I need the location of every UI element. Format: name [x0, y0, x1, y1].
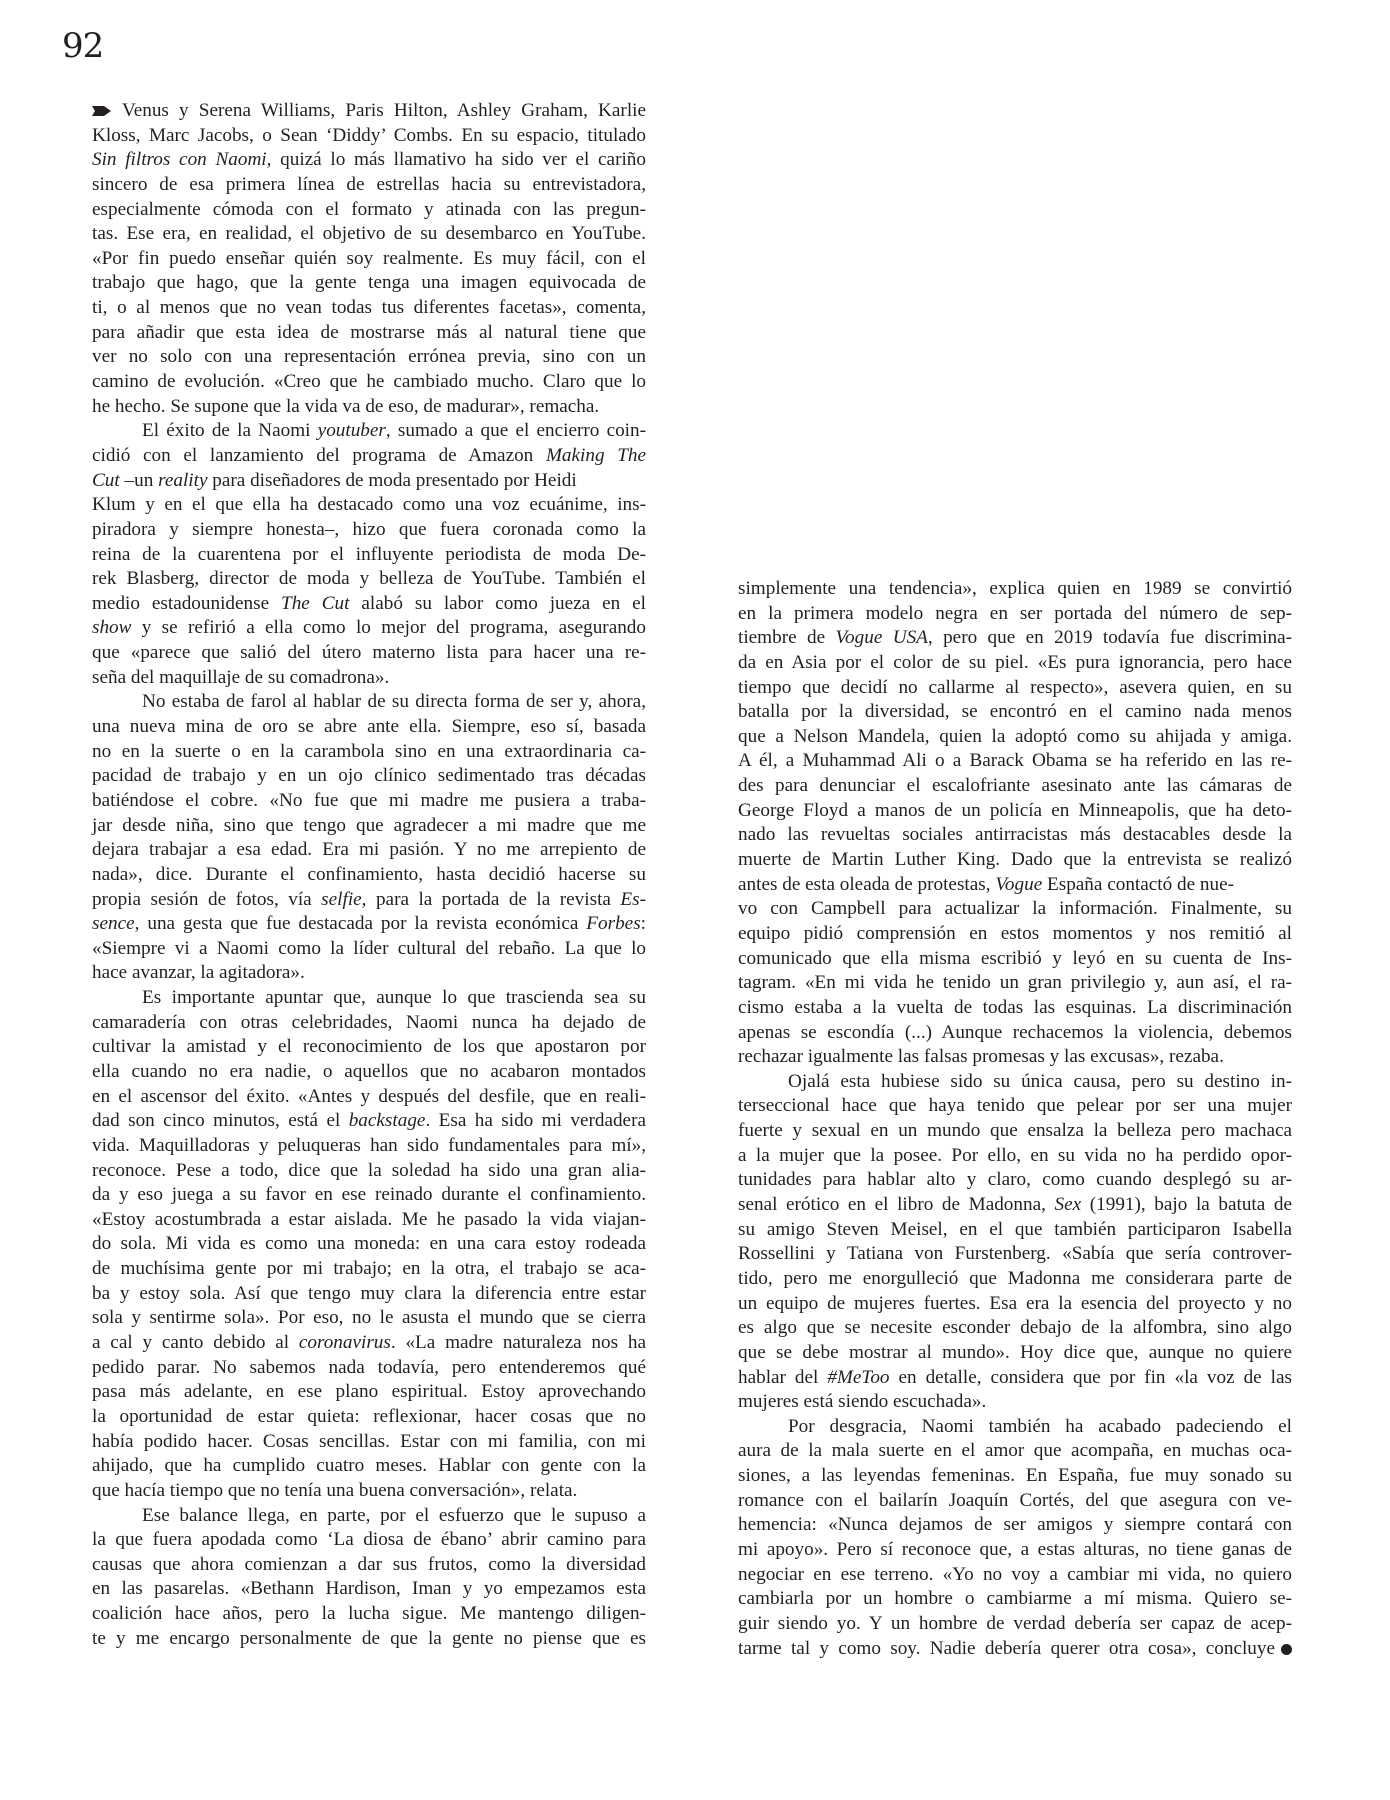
text-line [92, 469, 646, 494]
text-run: un equipo de mujeres fuertes. Esa era la esencia del proyecto y no [738, 1292, 1292, 1314]
text-line [738, 1218, 1292, 1243]
text-line [92, 986, 646, 1011]
text-run: , una gesta que fue destacada por la revista económica [134, 913, 587, 935]
paragraph [92, 986, 646, 1503]
text-run: Ese balance llega, en parte, por el esfuerzo que le supuso a [142, 1504, 646, 1526]
article-column-left [92, 99, 646, 1651]
text-run: ti, o al menos que no vean todas tus diferentes facetas», comenta, [92, 297, 646, 319]
text-run: terseccional hace que haya tenido que pelear por ser una mujer [738, 1095, 1292, 1117]
text-run: y se refirió a ella como lo mejor del programa, asegurando [131, 617, 646, 639]
text-run: «Estoy acostumbrada a estar aislada. Me he pasado la vida viajan- [92, 1208, 646, 1230]
text-run: te y me encargo personalmente de que la gente no piense que es [92, 1627, 646, 1649]
text-run: tas. Ese era, en realidad, el objetivo de su desembarco en YouTube. [92, 223, 646, 245]
text-run: sola y sentirme sola». Por eso, no le asusta el mundo que se cierra [92, 1307, 646, 1329]
text-line [92, 1208, 646, 1233]
text-line [92, 1627, 646, 1652]
text-line [92, 1405, 646, 1430]
text-run: vo con Campbell para actualizar la información. Finalmente, su [738, 898, 1292, 920]
text-run: una nueva mina de oro se abre ante ella. Siempre, eso sí, basada [92, 716, 646, 738]
text-line [738, 1612, 1292, 1637]
text-line [92, 641, 646, 666]
text-run: dad son cinco minutos, está el [92, 1110, 349, 1132]
italic-text: Cut [92, 469, 120, 491]
text-run: ella cuando no era nadie, o aquellos que no acabaron montados [92, 1060, 646, 1082]
text-run: seña del maquillaje de su comadrona». [92, 666, 390, 688]
text-run: equipo pidió comprensión en estos momentos y nos remitió al [738, 922, 1292, 944]
text-line [92, 148, 646, 173]
text-run: la oportunidad de estar quieta: reflexionar, hacer cosas que no [92, 1405, 646, 1427]
text-line [92, 543, 646, 568]
text-run: El éxito de la Naomi [142, 420, 318, 442]
text-run: coalición hace años, pero la lucha sigue. Me mantengo diligen- [92, 1603, 646, 1625]
text-line [92, 1035, 646, 1060]
text-run: reconoce. Pese a todo, dice que la soledad ha sido una gran alia- [92, 1159, 646, 1181]
text-run: cultivar la amistad y el reconocimiento de los que apostaron por [92, 1036, 646, 1058]
text-line [738, 1144, 1292, 1169]
text-run: es algo que se necesite esconder debajo de la alfombra, sino algo [738, 1317, 1292, 1339]
paragraph [92, 99, 646, 419]
text-run: Kloss, Marc Jacobs, o Sean ‘Diddy’ Combs. En su espacio, titulado [92, 124, 646, 146]
text-run: «Siempre vi a Naomi como la líder cultural del rebaño. La que lo [92, 937, 646, 959]
text-run: No estaba de farol al hablar de su directa forma de ser y, ahora, [142, 691, 646, 713]
text-run: cidió con el lanzamiento del programa de Amazon [92, 444, 546, 466]
text-run: siones, a las leyendas femeninas. En España, fue muy sonado su [738, 1465, 1292, 1487]
text-line [738, 1021, 1292, 1046]
text-line [92, 198, 646, 223]
italic-text: Making The [545, 444, 646, 466]
text-run: que «parece que salió del útero materno lista para hacer una re- [92, 642, 646, 664]
text-line [92, 1282, 646, 1307]
text-run: «Por fin puedo enseñar quién soy realmente. Es muy fácil, con el [92, 247, 646, 269]
text-line [92, 173, 646, 198]
text-line [92, 345, 646, 370]
text-line [738, 1563, 1292, 1588]
text-line [738, 1070, 1292, 1095]
text-run: . Esa ha sido mi verdadera [425, 1110, 646, 1132]
text-run: en las pasarelas. «Bethann Hardison, Iman y yo empezamos esta [92, 1578, 646, 1600]
text-line [738, 897, 1292, 922]
text-line [738, 725, 1292, 750]
text-line [738, 676, 1292, 701]
text-line [92, 1331, 646, 1356]
text-run: especialmente cómoda con el formato y atinada con las pregun- [92, 198, 646, 220]
text-line [92, 1380, 646, 1405]
text-run: he hecho. Se supone que la vida va de eso, de madurar», remacha. [92, 395, 600, 417]
arrow-icon [92, 100, 112, 112]
text-run: , sumado a que el encierro coin- [385, 420, 646, 442]
text-line [738, 1415, 1292, 1440]
paragraph [92, 1504, 646, 1652]
text-run: da en Asia por el color de su piel. «Es pura ignorancia, pero hace [738, 651, 1292, 673]
italic-text: Es- [620, 888, 646, 910]
text-run: . «La madre naturaleza nos ha [390, 1332, 646, 1354]
text-run: pasa más adelante, en ese plano espiritual. Estoy aprovechando [92, 1381, 646, 1403]
text-line [738, 1193, 1292, 1218]
text-line [92, 1183, 646, 1208]
text-run: su amigo Steven Meisel, en el que también participaron Isabella [738, 1218, 1292, 1240]
italic-text: youtuber [317, 420, 386, 442]
text-line [92, 1454, 646, 1479]
italic-text: backstage [348, 1110, 426, 1132]
text-run: mi apoyo». Pero sí reconoce que, a estas alturas, no tiene ganas de [738, 1538, 1292, 1560]
italic-text: sence [92, 913, 135, 935]
text-run: aura de la mala suerte en el amor que acompaña, en muchas oca- [738, 1440, 1292, 1462]
text-line [92, 1109, 646, 1134]
text-run: simplemente una tendencia», explica quien en 1989 se convirtió [738, 578, 1292, 599]
text-line [738, 700, 1292, 725]
text-run: romance con el bailarín Joaquín Cortés, del que asegura con ve- [738, 1489, 1292, 1511]
text-run: propia sesión de fotos, vía [92, 888, 322, 910]
italic-text: coronavirus [298, 1332, 391, 1354]
paragraph [92, 690, 646, 986]
text-line [738, 1637, 1292, 1662]
text-line [92, 592, 646, 617]
text-line [92, 1504, 646, 1529]
text-run: Venus y Serena Williams, Paris Hilton, Ashley Graham, Karlie [122, 100, 646, 121]
text-run: jar desde niña, sino que tengo que agradecer a mi madre que me [92, 814, 646, 836]
text-line [738, 971, 1292, 996]
text-line [92, 1159, 646, 1184]
text-line [738, 1242, 1292, 1267]
text-line [738, 577, 1292, 602]
text-run: A él, a Muhammad Ali o a Barack Obama se ha referido en las re- [738, 750, 1292, 772]
text-run: ahijado, que ha cumplido cuatro meses. Hablar con gente con la [92, 1455, 646, 1477]
text-line [738, 749, 1292, 774]
text-run: rechazar igualmente las falsas promesas y las excusas», rezaba. [738, 1046, 1224, 1068]
text-line [92, 321, 646, 346]
text-run: a la mujer que la posee. Por ello, en su vida no ha perdido opor- [738, 1144, 1292, 1166]
text-line [92, 567, 646, 592]
italic-text: show [92, 617, 132, 639]
text-run: Rossellini y Tatiana von Furstenberg. «Sabía que sería controver- [738, 1243, 1292, 1265]
text-line [738, 1292, 1292, 1317]
text-run: nada», dice. Durante el confinamiento, hasta decidió hacerse su [92, 863, 646, 885]
text-run: de muchísima gente por mi trabajo; en la otra, el trabajo se aca- [92, 1258, 646, 1280]
paragraph [738, 1070, 1292, 1415]
text-run: que a Nelson Mandela, quien la adoptó como su ahijada y amiga. [738, 725, 1292, 747]
text-line [92, 1060, 646, 1085]
text-run: pedido parar. No sabemos nada todavía, pero entenderemos qué [92, 1356, 646, 1378]
text-line [738, 1513, 1292, 1538]
text-run: George Floyd a manos de un policía en Minneapolis, que ha deto- [738, 799, 1292, 821]
text-line [738, 626, 1292, 651]
text-run: senal erótico en el libro de Madonna, [738, 1194, 1055, 1216]
text-line [92, 99, 646, 124]
text-line [738, 848, 1292, 873]
text-run: España contactó de nue- [1042, 873, 1235, 895]
text-run: a cal y canto debido al [92, 1332, 299, 1354]
text-line [738, 1366, 1292, 1391]
text-run: para añadir que esta idea de mostrarse más al natural tiene que [92, 321, 646, 343]
text-line [92, 961, 646, 986]
text-run: Es importante apuntar que, aunque lo que trascienda sea su [142, 987, 646, 1009]
italic-text: reality [158, 469, 208, 491]
text-run: Ojalá esta hubiese sido su única causa, pero su destino in- [788, 1070, 1292, 1092]
italic-text: Sex [1054, 1194, 1082, 1216]
text-run: hace avanzar, la agitadora». [92, 962, 305, 984]
text-line [738, 1094, 1292, 1119]
text-run: apenas se escondía (...) Aunque rechacemos la violencia, debemos [738, 1021, 1292, 1043]
italic-text: #MeToo [827, 1366, 890, 1388]
text-run: –un [119, 469, 159, 491]
text-run: quizá lo más llamativo ha sido ver el cariño [271, 149, 646, 171]
text-line [92, 888, 646, 913]
text-run: , pero que en 2019 todavía fue discrimina- [927, 627, 1292, 649]
text-line [738, 1045, 1292, 1070]
text-line [92, 493, 646, 518]
text-run: nado las revueltas sociales antirracistas más destacables desde la [738, 824, 1292, 846]
text-line [738, 774, 1292, 799]
text-run: antes de esta oleada de protestas, [738, 873, 996, 895]
text-line [92, 419, 646, 444]
text-run: reina de la cuarentena por el influyente periodista de moda De- [92, 543, 646, 565]
text-run: pacidad de trabajo y en un ojo clínico sedimentado tras décadas [92, 765, 646, 787]
text-line [92, 715, 646, 740]
text-line [92, 616, 646, 641]
text-run: camaradería con otras celebridades, Naomi nunca ha dejado de [92, 1011, 646, 1033]
text-line [92, 1356, 646, 1381]
text-line [92, 764, 646, 789]
text-run: , para la portada de la revista [361, 888, 621, 910]
text-line [738, 947, 1292, 972]
text-line [92, 1232, 646, 1257]
text-run: tiempo que decidí no callarme al respecto», asevera quien, en su [738, 676, 1292, 698]
text-run: batalla por la diversidad, se encontró en el camino nada menos [738, 701, 1292, 723]
text-run: ver no solo con una representación errónea previa, sino con un [92, 346, 646, 368]
text-line [738, 799, 1292, 824]
text-line [738, 602, 1292, 627]
text-line [92, 912, 646, 937]
text-run: hemencia: «Nunca dejamos de ser amigos y siempre contará con [738, 1514, 1292, 1536]
bullet-icon [1281, 1644, 1292, 1655]
text-line [92, 395, 646, 420]
text-run: en detalle, considera que por fin «la voz de las [889, 1366, 1292, 1388]
text-run: no en la suerte o en la carambola sino en una extraordinaria ca- [92, 740, 646, 762]
text-line [92, 863, 646, 888]
text-line [738, 1390, 1292, 1415]
text-run: piradora y siempre honesta–, hizo que fuera coronada como la [92, 518, 646, 540]
text-run: dejara trabajar a esa edad. Era mi pasión. Y no me arrepiento de [92, 839, 646, 861]
text-line [92, 518, 646, 543]
text-line [738, 1316, 1292, 1341]
text-line [92, 444, 646, 469]
text-line [738, 1489, 1292, 1514]
text-run: comunicado que ella misma escribió y leyó en su cuenta de Ins- [738, 947, 1292, 969]
text-run: cismo estaba a la vuelta de todas las esquinas. La discriminación [738, 996, 1292, 1018]
text-run: des para denunciar el escalofriante asesinato ante las cámaras de [738, 775, 1292, 797]
text-line [738, 1168, 1292, 1193]
text-line [92, 296, 646, 321]
text-line [92, 1430, 646, 1455]
text-line [738, 873, 1292, 898]
text-line [738, 1341, 1292, 1366]
text-run: camino de evolución. «Creo que he cambiado mucho. Claro que lo [92, 371, 646, 393]
text-run: ba y estoy sola. Así que tengo muy clara la diferencia entre estar [92, 1282, 646, 1304]
text-line [92, 1134, 646, 1159]
text-run: da y eso juega a su favor en ese reinado durante el confinamiento. [92, 1184, 646, 1206]
text-line [92, 222, 646, 247]
italic-text: Vogue [995, 873, 1043, 895]
text-run: tunidades para hablar alto y claro, como cuando desplegó su ar- [738, 1169, 1292, 1191]
text-run: batiéndose el cobre. «No fue que mi madre me pusiera a traba- [92, 789, 646, 811]
text-run: guir siendo yo. Y un hombre de verdad debería ser capaz de acep- [738, 1612, 1292, 1634]
text-run: trabajo que hago, que la gente tenga una imagen equivocada de [92, 272, 646, 294]
text-run: Klum y en el que ella ha destacado como una voz ecuánime, ins- [92, 494, 646, 516]
italic-text: selfie [321, 888, 362, 910]
text-run: Por desgracia, Naomi también ha acabado padeciendo el [788, 1415, 1292, 1437]
text-line [92, 1602, 646, 1627]
text-run: alabó su labor como jueza en el [349, 592, 646, 614]
text-run: muerte de Martin Luther King. Dado que la entrevista se realizó [738, 849, 1292, 871]
text-run: do sola. Mi vida es como una moneda: en una cara estoy rodeada [92, 1233, 646, 1255]
text-line [738, 1464, 1292, 1489]
text-line [92, 1011, 646, 1036]
text-line [92, 1085, 646, 1110]
text-run: tarme tal y como soy. Nadie debería querer otra cosa», concluye [738, 1637, 1275, 1659]
text-run: había podido hacer. Cosas sencillas. Estar con mi familia, con mi [92, 1430, 646, 1452]
text-line [92, 124, 646, 149]
text-line [738, 1119, 1292, 1144]
text-run: (1991), bajo la batuta de [1081, 1194, 1292, 1216]
text-run: en la primera modelo negra en ser portada del número de sep- [738, 602, 1292, 624]
text-line [92, 1479, 646, 1504]
text-run: causas que ahora comienzan a dar sus frutos, como la diversidad [92, 1553, 646, 1575]
italic-text: The Cut [281, 592, 350, 614]
text-line [738, 823, 1292, 848]
text-run: para diseñadores de moda presentado por Heidi [207, 469, 577, 491]
text-line [92, 740, 646, 765]
text-line [92, 271, 646, 296]
text-run: en el ascensor del éxito. «Antes y después del desfile, que en reali- [92, 1085, 646, 1107]
text-run: tiembre de [738, 627, 836, 649]
paragraph [738, 577, 1292, 1070]
text-run: hablar del [738, 1366, 828, 1388]
text-run: sincero de esa primera línea de estrellas hacia su entrevistadora, [92, 173, 646, 195]
text-line [92, 370, 646, 395]
text-line [738, 1267, 1292, 1292]
text-line [738, 651, 1292, 676]
text-line [738, 1439, 1292, 1464]
text-line [92, 937, 646, 962]
text-run: tido, pero me enorgulleció que Madonna me considerara parte de [738, 1267, 1292, 1289]
text-line [92, 666, 646, 691]
text-run: cambiarla por un hombre o cambiarme a mí misma. Quiero se- [738, 1588, 1292, 1610]
paragraph [738, 1415, 1292, 1661]
text-run: : [640, 913, 646, 935]
text-line [738, 1538, 1292, 1563]
text-run: rek Blasberg, director de moda y belleza de YouTube. También el [92, 568, 646, 590]
text-line [92, 690, 646, 715]
text-run: vida. Maquilladoras y peluqueras han sido fundamentales para mí», [92, 1134, 646, 1156]
text-run: negociar en ese terreno. «Yo no voy a cambiar mi vida, no quiero [738, 1563, 1292, 1585]
italic-text: Vogue USA [835, 627, 928, 649]
text-line [92, 1553, 646, 1578]
text-line [92, 789, 646, 814]
text-run: fuerte y sexual en un mundo que ensalza la belleza pero machaca [738, 1120, 1292, 1142]
text-run: tagram. «En mi vida he tenido un gran privilegio y, aun así, el ra- [738, 972, 1292, 994]
text-line [738, 1587, 1292, 1612]
text-line [738, 922, 1292, 947]
text-line [92, 1577, 646, 1602]
text-line [92, 814, 646, 839]
italic-text: Sin filtros con Naomi, [92, 149, 272, 171]
paragraph [92, 419, 646, 690]
text-line [92, 838, 646, 863]
text-run: medio estadounidense [92, 592, 282, 614]
text-run: mujeres está siendo escuchada». [738, 1391, 987, 1413]
text-line [738, 996, 1292, 1021]
text-run: que se debe mostrar al mundo». Hoy dice que, aunque no quiere [738, 1341, 1292, 1363]
text-line [92, 1257, 646, 1282]
text-line [92, 1306, 646, 1331]
text-run: la que fuera apodada como ‘La diosa de ébano’ abrir camino para [92, 1529, 646, 1551]
text-run: que hacía tiempo que no tenía una buena conversación», relata. [92, 1479, 578, 1501]
text-line [92, 247, 646, 272]
text-line [92, 1528, 646, 1553]
italic-text: Forbes [586, 913, 641, 935]
article-column-right [738, 577, 1292, 1661]
page-number: 92 [62, 26, 104, 66]
